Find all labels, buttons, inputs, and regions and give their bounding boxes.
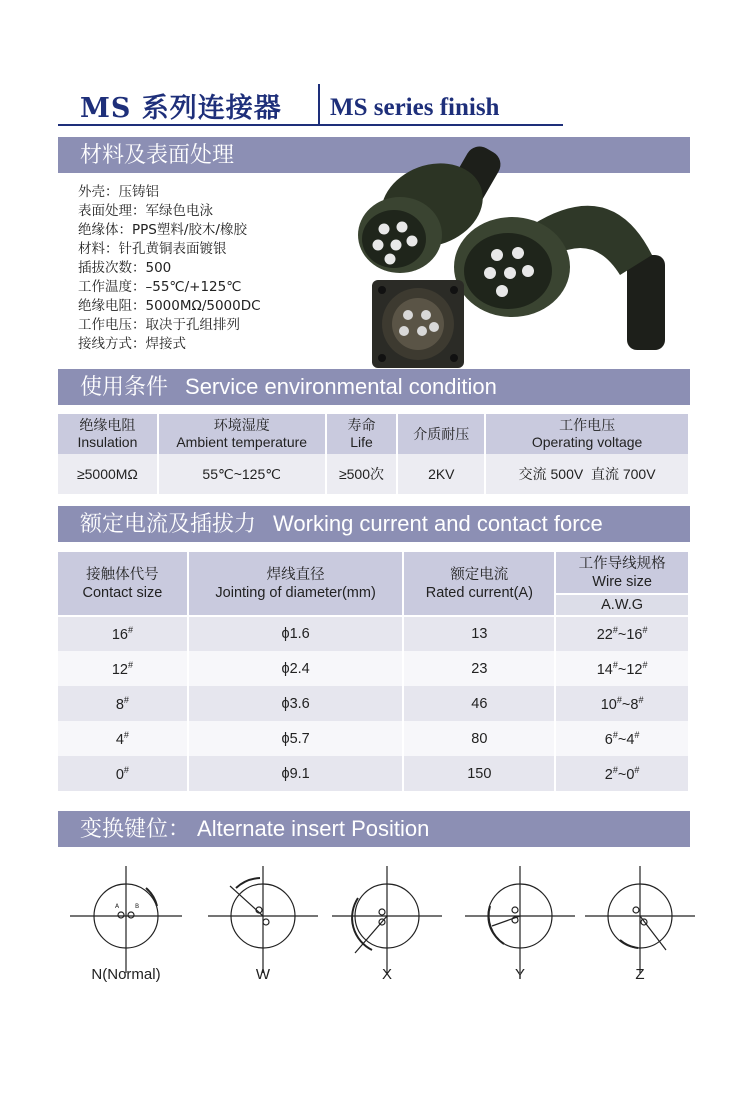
cell-ambient: 55℃~125℃ <box>158 454 326 494</box>
pin-label-a: A <box>115 903 120 910</box>
cell-wire-size: 10#~8# <box>555 686 689 721</box>
spec-item: 工作电压：取决于孔组排列 <box>78 317 240 333</box>
table-row <box>58 721 689 756</box>
cell-wire-size: 14#~12# <box>555 651 689 686</box>
cell-contact-size: 8# <box>58 686 188 721</box>
table-row <box>58 616 689 651</box>
table-header-row <box>58 552 689 594</box>
header-operating-voltage: 工作电压 Operating voltage <box>485 414 689 454</box>
page-title-cn: MS 系列连接器 <box>80 93 282 124</box>
spec-item: 外壳：压铸铝 <box>78 184 159 200</box>
spec-item: 表面处理：军绿色电泳 <box>78 203 213 219</box>
insert-diagram-x <box>332 866 442 973</box>
table-row <box>58 686 689 721</box>
cell-contact-size: 4# <box>58 721 188 756</box>
pin-label-b: B <box>135 903 140 910</box>
service-condition-table <box>58 414 690 494</box>
section-service-title-cn: 使用条件 <box>80 374 169 399</box>
insert-label-n: N(Normal) <box>91 966 161 983</box>
spec-item: 工作温度：–55℃/+125℃ <box>78 279 242 295</box>
table-row <box>58 651 689 686</box>
table-header-row <box>58 414 689 454</box>
cell-contact-size: 12# <box>58 651 188 686</box>
page-title-bar <box>58 84 563 126</box>
cell-diameter: ϕ2.4 <box>188 651 404 686</box>
working-current-table <box>58 552 690 791</box>
insert-diagram-w <box>208 866 318 973</box>
cell-diameter: ϕ3.6 <box>188 686 404 721</box>
header-dielectric: 介质耐压 <box>397 414 485 454</box>
cell-contact-size: 16# <box>58 616 188 651</box>
spec-item: 接线方式：焊接式 <box>78 336 186 352</box>
cell-diameter: ϕ1.6 <box>188 616 404 651</box>
header-wire-size: 工作导线规格 Wire size <box>555 552 689 594</box>
cell-insulation: ≥5000MΩ <box>58 454 158 494</box>
header-life: 寿命 Life <box>326 414 398 454</box>
insert-diagram-z <box>585 866 695 973</box>
header-awg: A.W.G <box>555 594 689 616</box>
section-insert-title-en: Alternate insert Position <box>197 816 430 841</box>
insert-diagram-y <box>465 866 575 973</box>
spec-item: 绝缘电阻：5000MΩ/5000DC <box>78 298 261 314</box>
header-insulation: 绝缘电阻 Insulation <box>58 414 158 454</box>
receptacle-connector-image <box>372 280 464 368</box>
cell-wire-size: 6#~4# <box>555 721 689 756</box>
cell-wire-size: 22#~16# <box>555 616 689 651</box>
angled-connector-image <box>454 206 665 350</box>
header-rated-current: 额定电流 Rated current(A) <box>403 552 555 616</box>
section-current-heading <box>58 506 690 542</box>
section-material-title: 材料及表面处理 <box>80 142 235 167</box>
insert-label-x: X <box>381 966 392 983</box>
cell-current: 80 <box>403 721 555 756</box>
table-row <box>58 454 689 494</box>
table-row <box>58 756 689 791</box>
insert-diagram-n <box>70 866 182 973</box>
cell-life: ≥500次 <box>326 454 398 494</box>
insert-label-w: W <box>255 966 271 983</box>
spec-item: 材料：针孔黄铜表面镀银 <box>78 241 227 257</box>
cell-operating-voltage: 交流 500V 直流 700V <box>485 454 689 494</box>
cell-dielectric: 2KV <box>397 454 485 494</box>
page-title-en: MS series finish <box>330 94 500 121</box>
cell-current: 13 <box>403 616 555 651</box>
material-spec-list <box>78 183 261 354</box>
insert-label-y: Y <box>514 966 525 983</box>
section-insert-title-cn: 变换键位： <box>80 816 191 841</box>
section-current-title-cn: 额定电流及插拔力 <box>80 511 257 536</box>
title-divider <box>318 84 320 124</box>
section-service-heading <box>58 369 690 405</box>
header-ambient: 环境湿度 Ambient temperature <box>158 414 326 454</box>
connector-product-photos <box>352 135 692 380</box>
cell-wire-size: 2#~0# <box>555 756 689 791</box>
cell-diameter: ϕ9.1 <box>188 756 404 791</box>
cell-current: 46 <box>403 686 555 721</box>
section-service-title-en: Service environmental condition <box>185 374 497 399</box>
insert-label-z: Z <box>635 966 645 983</box>
cell-current: 23 <box>403 651 555 686</box>
header-diameter: 焊线直径 Jointing of diameter(mm) <box>188 552 404 616</box>
cell-diameter: ϕ5.7 <box>188 721 404 756</box>
cell-contact-size: 0# <box>58 756 188 791</box>
spec-item: 绝缘体：PPS塑料/胶木/橡胶 <box>78 222 247 238</box>
section-insert-heading <box>58 811 690 847</box>
spec-item: 插拔次数：500 <box>78 260 172 276</box>
header-contact-size: 接触体代号 Contact size <box>58 552 188 616</box>
section-current-title-en: Working current and contact force <box>273 511 603 536</box>
cell-current: 150 <box>403 756 555 791</box>
